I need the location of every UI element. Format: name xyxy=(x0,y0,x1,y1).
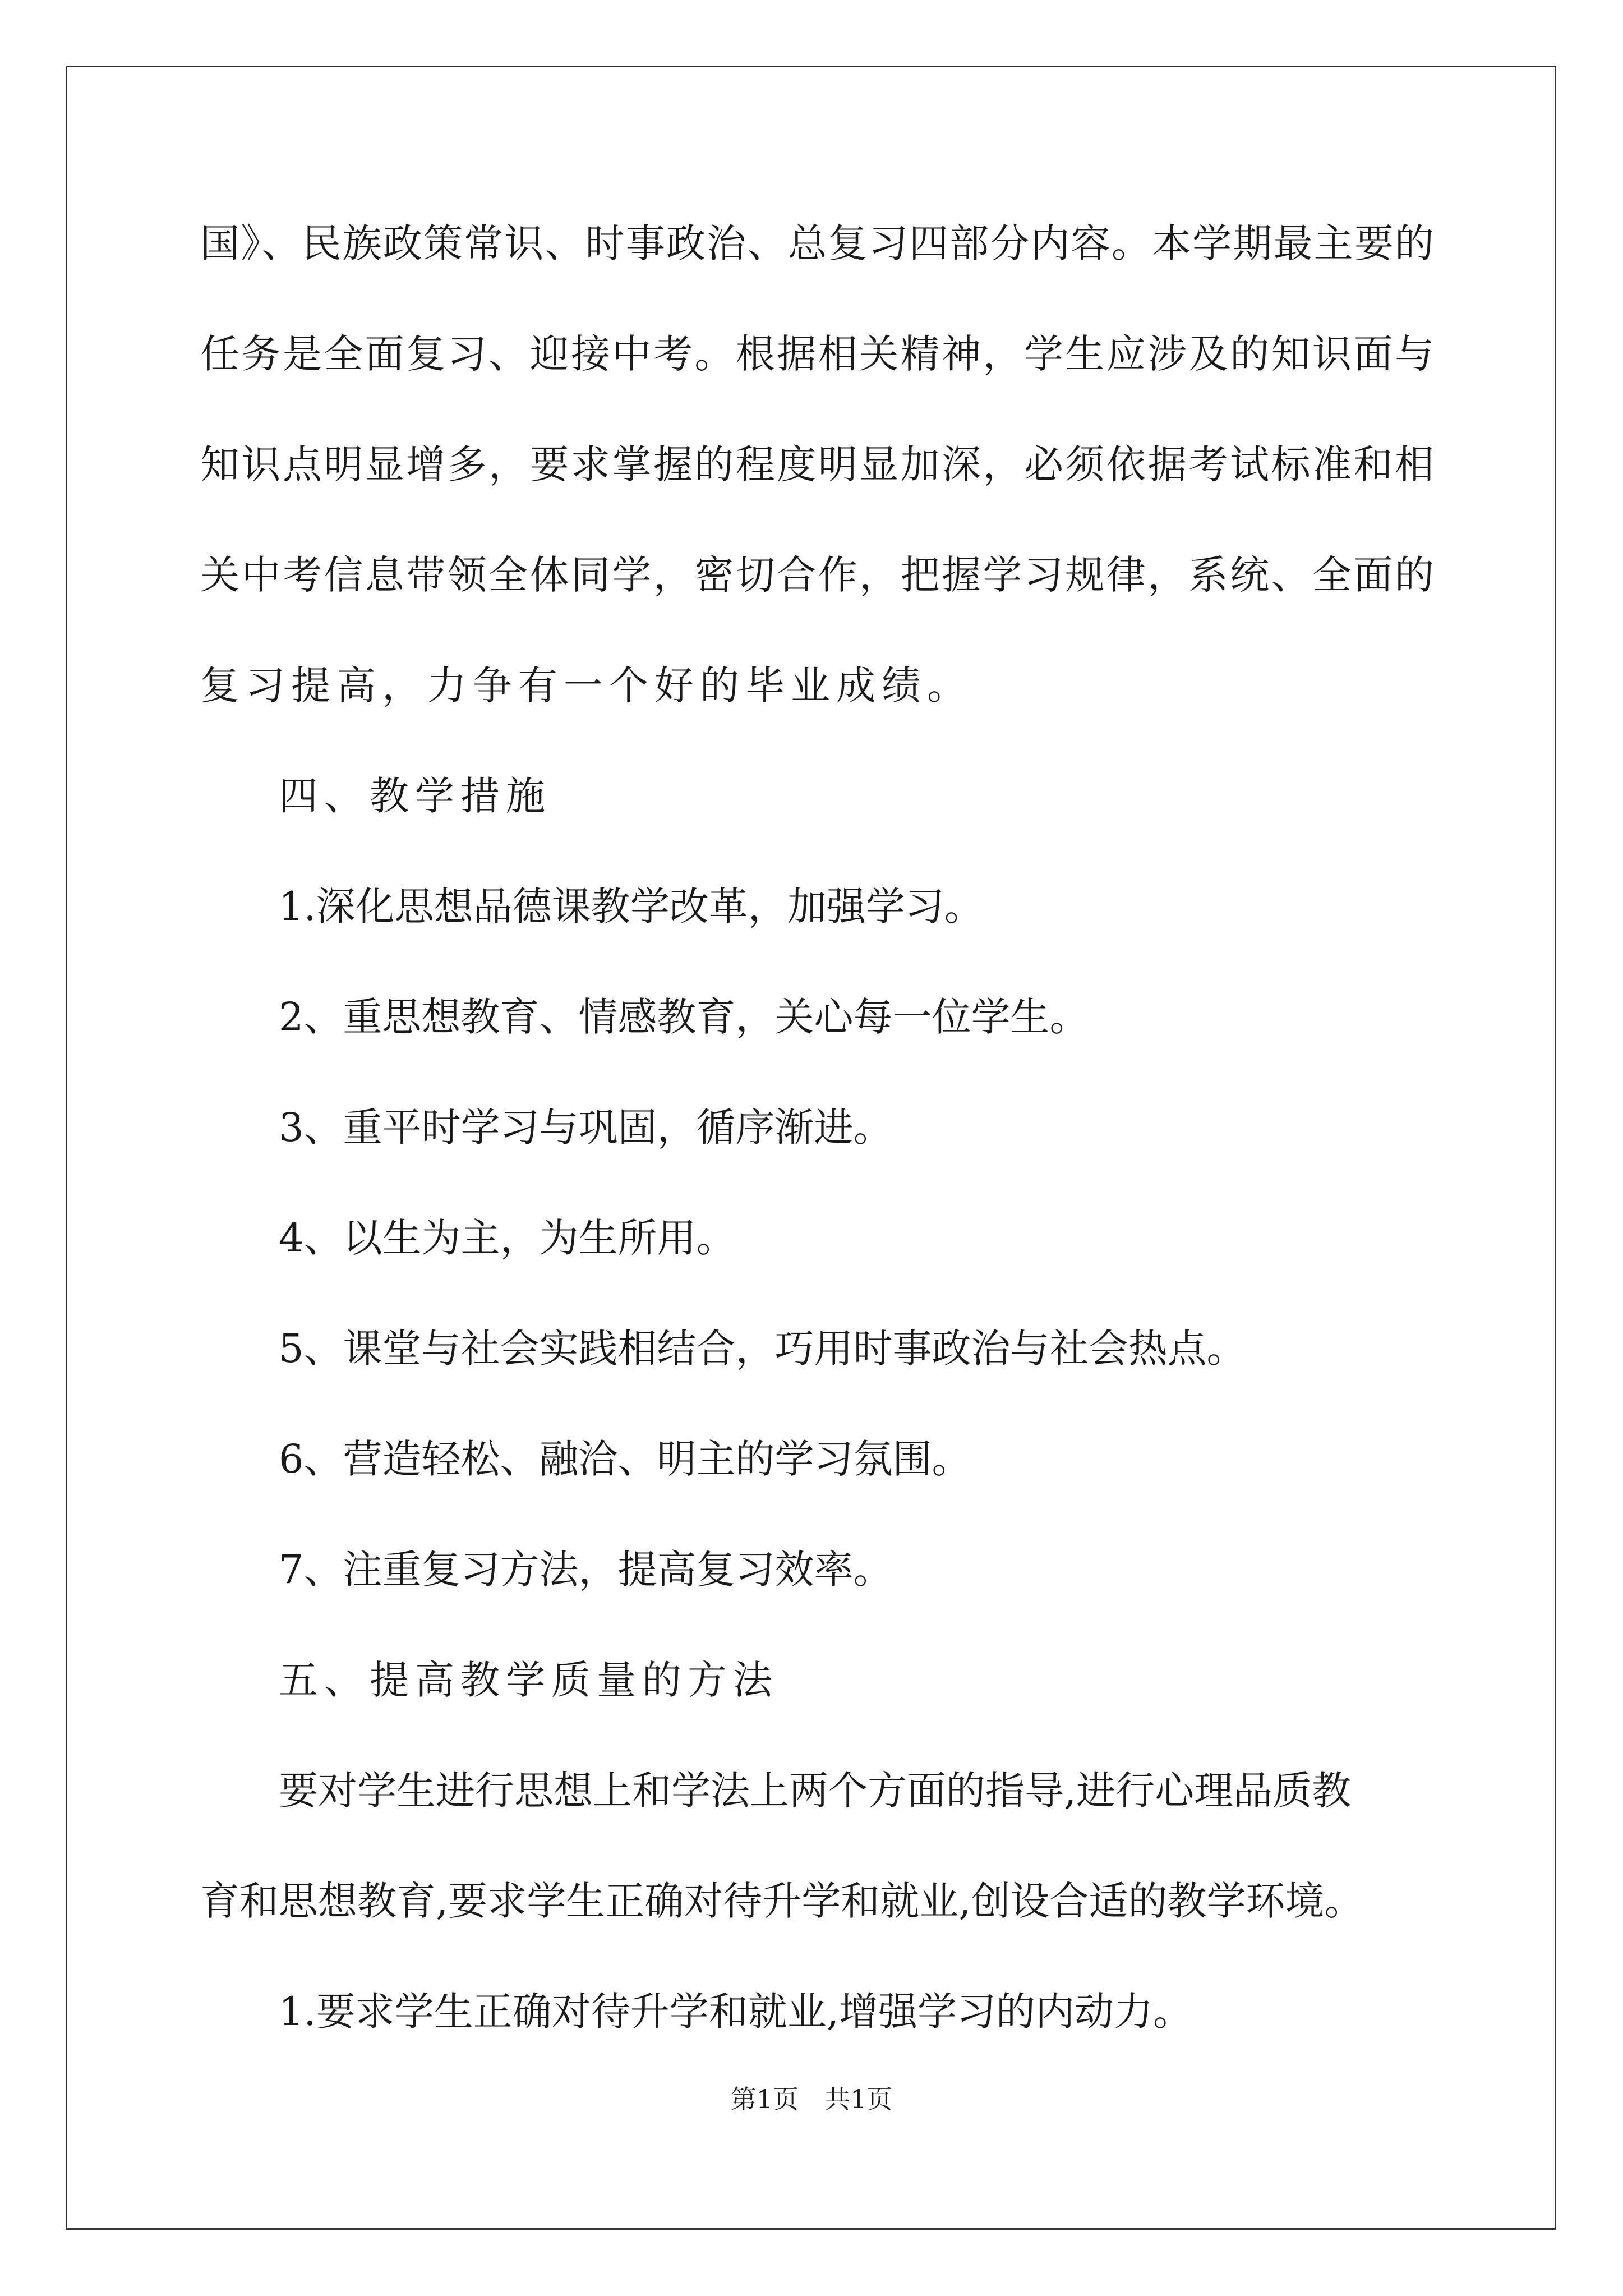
paragraph-line: 知识点明显增多，要求掌握的程度明显加深，必须依据考试标准和相 xyxy=(200,441,1434,487)
paragraph-line: 育和思想教育,要求学生正确对待升学和就业,创设合适的教学环境。 xyxy=(200,1878,1364,1924)
paragraph-line: 要对学生进行思想上和学法上两个方面的指导,进行心理品质教 xyxy=(279,1768,1352,1814)
section-heading: 五、提高教学质量的方法 xyxy=(279,1657,778,1703)
list-item: 4、以生为主，为生所用。 xyxy=(279,1215,736,1261)
paragraph-line: 任务是全面复习、迎接中考。根据相关精神，学生应涉及的知识面与 xyxy=(200,331,1434,377)
document-body xyxy=(200,212,1434,2091)
list-item: 2、重思想教育、情感教育，关心每一位学生。 xyxy=(279,994,1089,1040)
list-item: 1.要求学生正确对待升学和就业,增强学习的内动力。 xyxy=(279,1989,1193,2035)
list-item: 7、注重复习方法，提高复习效率。 xyxy=(279,1547,893,1593)
list-item: 1.深化思想品德课教学改革，加强学习。 xyxy=(279,884,984,930)
list-item: 3、重平时学习与巩固，循序渐进。 xyxy=(279,1105,893,1151)
paragraph-line: 国》、民族政策常识、时事政治、总复习四部分内容。本学期最主要的 xyxy=(200,220,1434,266)
list-item: 5、课堂与社会实践相结合，巧用时事政治与社会热点。 xyxy=(279,1326,1246,1372)
section-heading: 四、教学措施 xyxy=(279,773,551,819)
list-item: 6、营造轻松、融洽、明主的学习氛围。 xyxy=(279,1436,971,1482)
paragraph-line: 复习提高，力争有一个好的毕业成绩。 xyxy=(200,662,972,708)
paragraph-line: 关中考信息带领全体同学，密切合作，把握学习规律，系统、全面的 xyxy=(200,552,1434,598)
page-number-footer: 第1页 共1页 xyxy=(730,2084,893,2114)
